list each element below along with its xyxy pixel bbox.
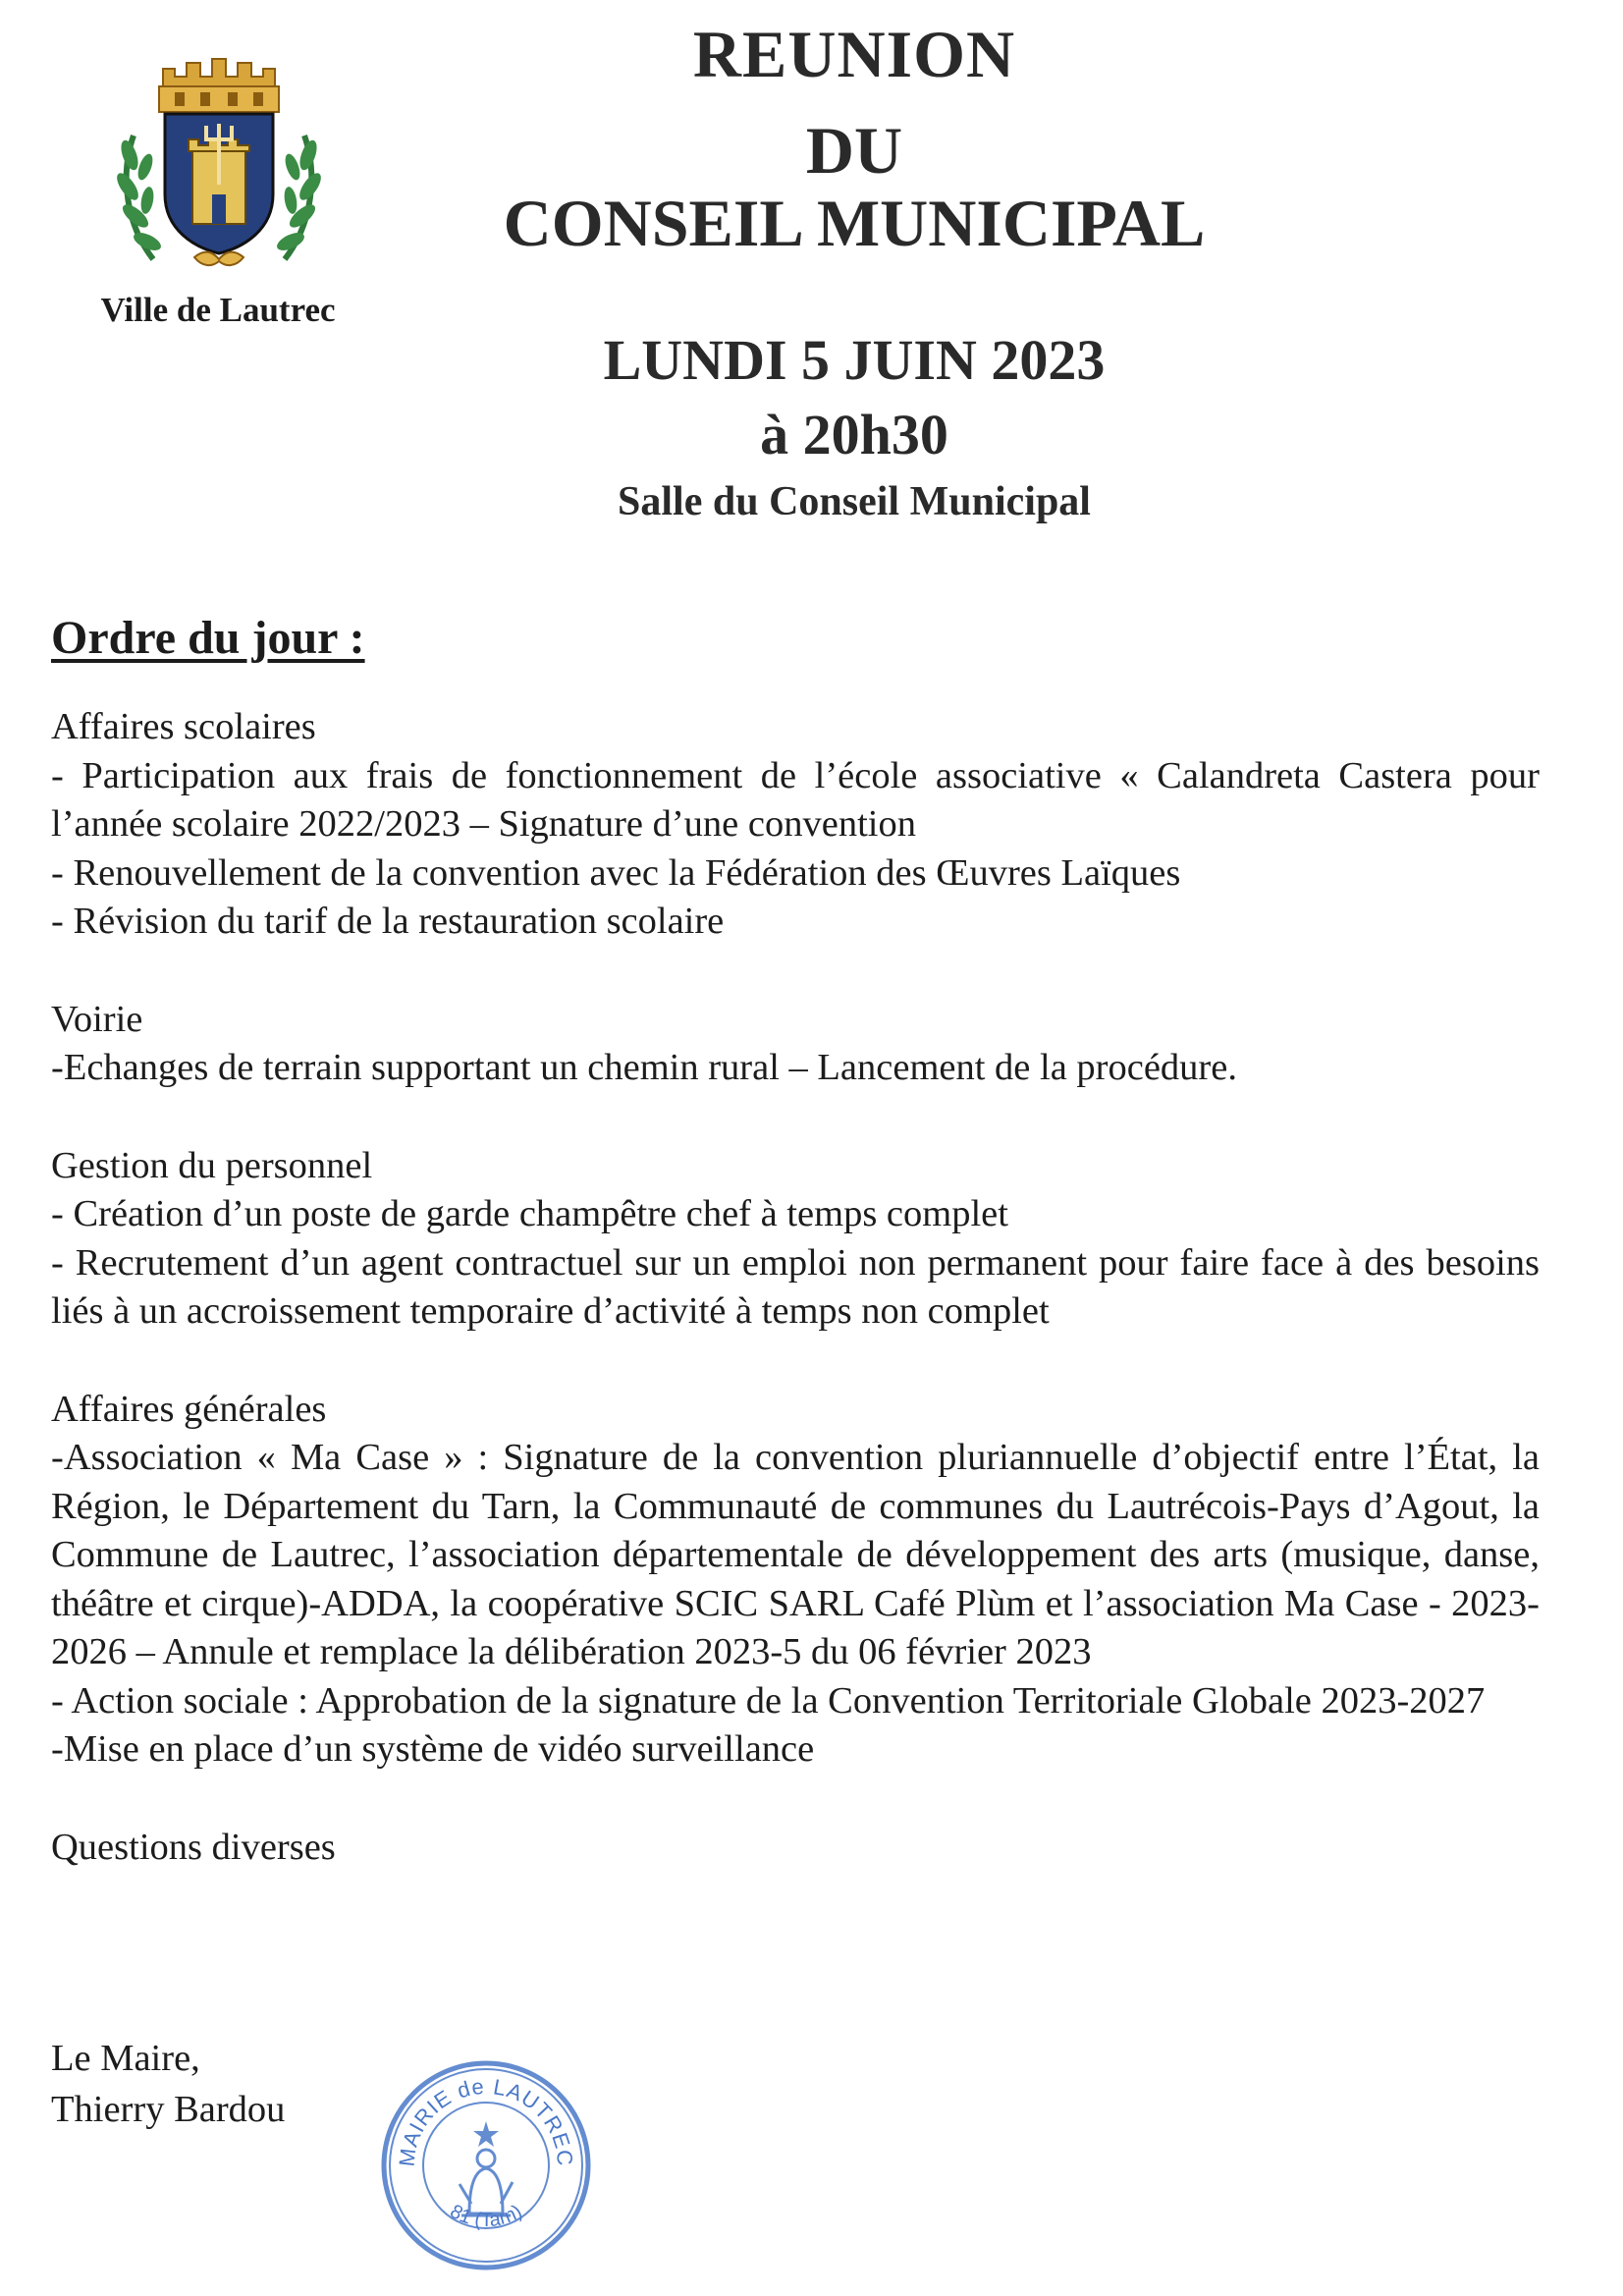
agenda-title: Ordre du jour : <box>51 612 365 664</box>
meeting-location: Salle du Conseil Municipal <box>618 479 1091 524</box>
agenda-section-misc <box>51 1824 1540 1873</box>
signatory-role: Le Maire, <box>51 2038 200 2079</box>
signature-block <box>51 2033 285 2135</box>
agenda-body <box>51 703 1540 1921</box>
agenda-item: -Echanges de terrain supportant un chemin rural – Lancement de la procédure. <box>51 1047 1237 1088</box>
stamp-text-bottom: 81 (Tarn) <box>446 2200 526 2232</box>
svg-text:81 (Tarn) <box>447 2201 526 2231</box>
agenda-item: -Mise en place d’un système de vidéo surveillance <box>51 1728 815 1770</box>
section-heading: Voirie <box>51 998 143 1040</box>
signatory-name: Thierry Bardou <box>51 2089 286 2130</box>
section-heading: Gestion du personnel <box>51 1144 373 1186</box>
agenda-section-staff <box>51 1142 1540 1337</box>
agenda-item: - Renouvellement de la convention avec la Fédération des Œuvres Laïques <box>51 851 1181 894</box>
title-line-1: REUNION <box>692 17 1016 91</box>
agenda-item: -Association « Ma Case » : Signature de la convention pluriannuelle d’objectif entre l’État, la Région, le Département du Tarn, la Communauté de communes du Lautrécois-Pays d’Agout, la Commune de Lautrec, l’association départementale de développement des arts (musique, danse, théâtre et cirque)-ADDA, la coopérative SCIC SARL Café Plùm et l’association Ma Case - 2023- 2026 – Annule et remplace la délibération 2023-5 du 06 février 2023 <box>51 1437 1540 1672</box>
agenda-item: - Recrutement d’un agent contractuel sur un emploi non permanent pour faire face à des besoins liés à un accroissement temporaire d’activité à temps non complet <box>51 1241 1540 1332</box>
meeting-date: LUNDI 5 JUIN 2023 <box>603 328 1106 392</box>
agenda-item: - Révision du tarif de la restauration scolaire <box>51 901 725 942</box>
agenda-section-roads <box>51 996 1540 1093</box>
town-hall-stamp-icon <box>377 2056 595 2274</box>
town-name: Ville de Lautrec <box>100 291 336 329</box>
coat-of-arms-icon <box>116 57 322 275</box>
section-heading: Questions diverses <box>51 1826 336 1868</box>
agenda-section-general <box>51 1386 1540 1775</box>
section-heading: Affaires générales <box>51 1388 327 1430</box>
agenda-section-school <box>51 703 1540 947</box>
meeting-time: à 20h30 <box>760 403 948 466</box>
title-line-2: DU <box>805 113 903 188</box>
section-heading: Affaires scolaires <box>51 706 316 747</box>
agenda-item: - Participation aux frais de fonctionnement de l’école associative « Calandreta Castera pour l’année scolaire 2022/2023 – Signature d’une convention <box>51 754 1540 845</box>
title-line-3: CONSEIL MUNICIPAL <box>503 186 1206 260</box>
agenda-item: - Création d’un poste de garde champêtre chef à temps complet <box>51 1193 1008 1234</box>
agenda-item: - Action sociale : Approbation de la signature de la Convention Territoriale Globale 2023-2027 <box>51 1679 1486 1722</box>
stamp-text-top: MAIRIE de LAUTREC <box>394 2073 578 2168</box>
